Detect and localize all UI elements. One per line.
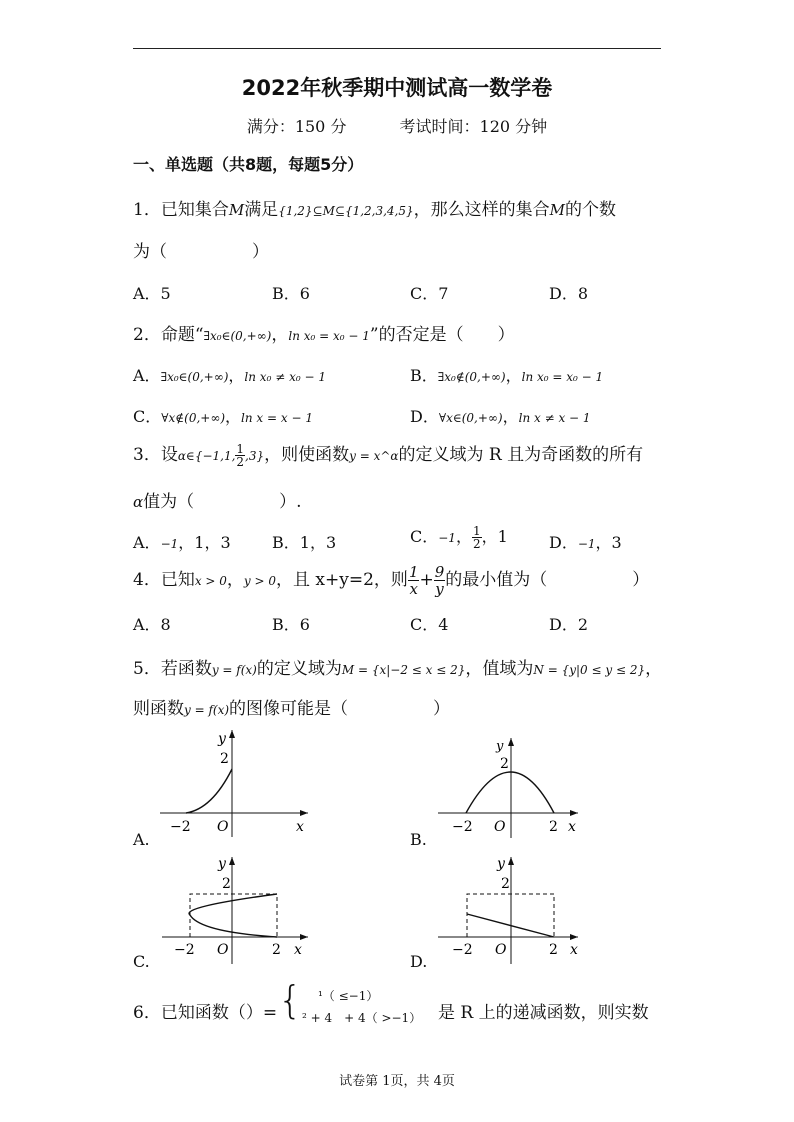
graph-a — [150, 725, 320, 840]
section-heading: 一、单选题（共8题，每题5分） — [133, 155, 364, 174]
graph-c-label[interactable]: C. — [133, 952, 150, 971]
q2-option-c[interactable]: C．∀x∉(0,+∞)，ln x = x − 1 — [133, 407, 313, 426]
page-footer: 试卷第 1页，共 4页 — [339, 1074, 455, 1089]
y-arrow-icon — [508, 857, 514, 865]
q4-fraction-1: $\frac{1}{x}$ — [408, 563, 419, 598]
question-2: 2．命题“∃x₀∈(0,+∞)，ln x₀ = x₀ − 1”的否定是（ ） — [133, 325, 515, 345]
graph-b — [430, 733, 590, 843]
x-arrow-icon — [300, 934, 308, 940]
tick-neg2: −2 — [452, 942, 473, 958]
graph-c — [150, 852, 320, 967]
y-arrow-icon — [508, 738, 514, 746]
q3-half-fraction: $\frac{1}{2}$ — [236, 442, 245, 469]
question-5-line2: 则函数y = f(x)的图像可能是（ ） — [133, 699, 451, 719]
full-score: 满分：150 分 — [246, 117, 347, 136]
y-label: y — [497, 856, 505, 872]
page-title: 2022年秋季期中测试高一数学卷 — [241, 76, 553, 100]
graph-d-label[interactable]: D. — [410, 952, 428, 971]
graph-d — [430, 852, 590, 967]
q4-option-c[interactable]: C．4 — [410, 615, 449, 634]
x-label: x — [294, 942, 302, 958]
tick-2-x: 2 — [272, 942, 281, 958]
tick-2: 2 — [220, 751, 229, 767]
curve — [189, 894, 277, 937]
origin-label: O — [217, 942, 229, 958]
x-arrow-icon — [570, 934, 578, 940]
curve — [466, 772, 554, 813]
q4-option-b[interactable]: B．6 — [272, 615, 310, 634]
tick-2-x: 2 — [549, 942, 558, 958]
origin-label: O — [494, 819, 506, 835]
y-label: y — [496, 739, 504, 754]
q4-option-a[interactable]: A．8 — [133, 615, 171, 634]
q3-optc-fraction: $\frac{1}{2}$ — [472, 524, 481, 551]
origin-label: O — [495, 942, 507, 958]
x-label: x — [296, 819, 304, 835]
q1-option-d[interactable]: D．8 — [549, 284, 589, 303]
exam-time: 考试时间：120 分钟 — [399, 117, 548, 136]
y-label: y — [218, 731, 226, 747]
question-5: 5．若函数y = f(x)的定义域为M = {x|−2 ≤ x ≤ 2}，值域为N = {y|0 ≤ y ≤ 2}， — [133, 659, 663, 679]
question-3: 3．设α∈{−1,1, $\frac{1}{2}$ ,3}，则使函数y = x^α的定义域为 R 且为奇函数的所有 — [133, 442, 644, 469]
tick-2: 2 — [501, 876, 510, 892]
y-label: y — [218, 856, 226, 872]
q4-option-d[interactable]: D．2 — [549, 615, 589, 634]
y-arrow-icon — [229, 857, 235, 865]
question-3-line2: α值为（ ）. — [133, 492, 302, 512]
piecewise-brace: { — [278, 978, 303, 1022]
tick-neg2: −2 — [174, 942, 195, 958]
case-2: ² + 4 + 4（ >−1） — [302, 1011, 422, 1025]
question-6-tail: 是 R 上的递减函数，则实数 — [438, 1003, 649, 1023]
question-1-line2: 为（ ） — [133, 242, 269, 262]
tick-2: 2 — [500, 756, 509, 772]
q1-option-c[interactable]: C．7 — [410, 284, 449, 303]
tick-neg2: −2 — [452, 819, 473, 835]
x-label: x — [568, 819, 576, 835]
q4-fraction-2: $\frac{9}{y}$ — [434, 563, 445, 598]
exam-info — [0, 114, 794, 137]
q3-option-c[interactable]: C．−1， $\frac{1}{2}$ ，1 — [410, 524, 508, 551]
q2-option-a[interactable]: A．∃x₀∈(0,+∞)，ln x₀ ≠ x₀ − 1 — [133, 366, 326, 385]
x-label: x — [570, 942, 578, 958]
header-rule — [133, 48, 661, 49]
question-1: 1．已知集合M满足{1,2}⊆M⊆{1,2,3,4,5}，那么这样的集合M的个数 — [133, 200, 616, 220]
curve — [186, 769, 232, 813]
x-arrow-icon — [300, 810, 308, 816]
tick-2-x: 2 — [549, 819, 558, 835]
graph-b-label[interactable]: B. — [410, 830, 427, 849]
graph-a-label[interactable]: A. — [133, 830, 150, 849]
q2-option-b[interactable]: B．∃x₀∉(0,+∞)，ln x₀ = x₀ − 1 — [410, 366, 604, 385]
tick-neg2: −2 — [170, 819, 191, 835]
q1-condition: {1,2}⊆M⊆{1,2,3,4,5} — [278, 204, 414, 218]
tick-2: 2 — [222, 876, 231, 892]
q2-option-d[interactable]: D．∀x∈(0,+∞)，ln x ≠ x − 1 — [410, 407, 591, 426]
q3-option-b[interactable]: B．1，3 — [272, 533, 337, 552]
question-6: 6．已知函数（）= — [133, 1003, 278, 1023]
piecewise-cases — [302, 985, 421, 1029]
q3-option-d[interactable]: D．−1，3 — [549, 533, 622, 552]
y-arrow-icon — [229, 730, 235, 738]
origin-label: O — [217, 819, 229, 835]
q1-option-a[interactable]: A．5 — [133, 284, 171, 303]
question-4: 4．已知x > 0，y > 0，且 x+y=2，则 $\frac{1}{x}$ + $\frac{9}{y}$ 的最小值为（ ） — [133, 563, 650, 598]
q3-option-a[interactable]: A．−1，1，3 — [133, 533, 231, 552]
case-1: ¹（ ≤−1） — [318, 989, 379, 1003]
x-arrow-icon — [570, 810, 578, 816]
q1-option-b[interactable]: B．6 — [272, 284, 310, 303]
